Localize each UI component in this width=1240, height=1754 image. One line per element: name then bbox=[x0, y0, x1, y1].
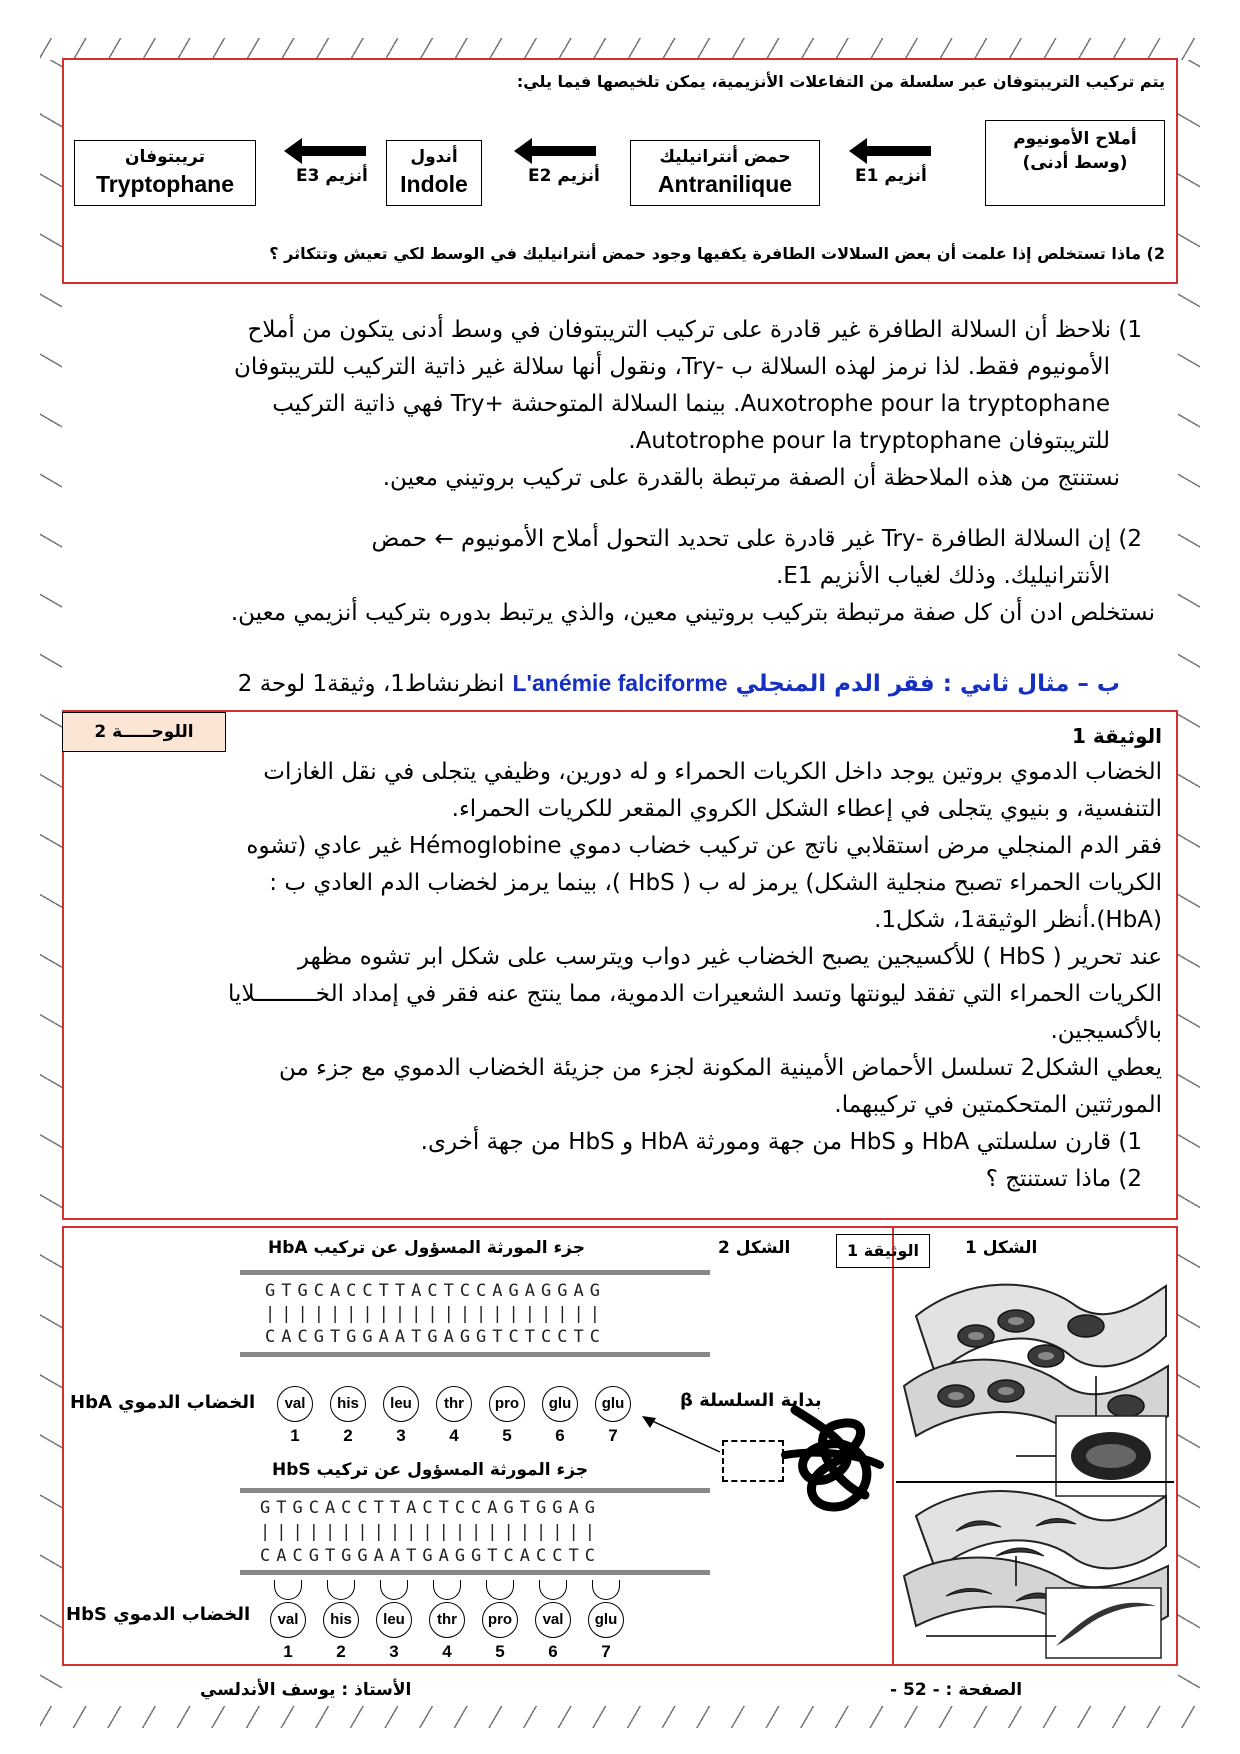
hbs-gene-title: جزء المورثة المسؤول عن تركيب HbS bbox=[272, 1460, 589, 1480]
hbs-protein-label: الخضاب الدموي HbS bbox=[66, 1604, 251, 1625]
amino-acid-position: 7 bbox=[601, 1642, 611, 1661]
hbs-gene-bar-top bbox=[240, 1488, 710, 1493]
amino-acid-position: 2 bbox=[336, 1642, 346, 1661]
flow-arrow-icon bbox=[530, 146, 596, 156]
amino-acid-position: 5 bbox=[495, 1642, 505, 1661]
pathway-question: 2) ماذا تستخلص إذا علمت أن بعض السلالات الطافرة يكفيها وجود حمض أنترانيليك في الوسط لكي تعيش وتتكاثر ؟ bbox=[269, 244, 1165, 263]
question-1: 1) قارن سلسلتي HbA و HbS من جهة ومورثة HbA و HbS من جهة أخرى. bbox=[420, 1129, 1142, 1155]
flow-antranilic-box bbox=[630, 140, 820, 206]
hbs-dna-bottom-strand: CACGTGGAATGAGGTCACCTC bbox=[260, 1546, 601, 1566]
panel-tag bbox=[62, 712, 226, 752]
enzyme-e2: أنزيم E2 bbox=[528, 166, 600, 186]
section-b-suffix: انظرنشاط1، وثيقة1 لوحة 2 bbox=[237, 671, 505, 697]
answer-2-line-2: الأنترانيليك. وذلك لغياب الأنزيم E1. bbox=[775, 563, 1110, 589]
amino-acid-3: leu bbox=[383, 1386, 419, 1422]
amino-acid-position: 4 bbox=[442, 1642, 452, 1661]
flow-arrow-icon bbox=[300, 146, 366, 156]
hbs-dna-top-strand: GTGCACCTTACTCCAGTGGAG bbox=[260, 1498, 601, 1518]
flow-indole-lat: Indole bbox=[400, 171, 468, 197]
hba-dna-bonds: ||||||||||||||||||||| bbox=[265, 1304, 606, 1324]
amino-acid-position: 5 bbox=[502, 1426, 512, 1445]
enzyme-e1: أنزيم E1 bbox=[855, 166, 927, 186]
amino-acid-position: 4 bbox=[449, 1426, 459, 1445]
hemoglobin-molecule-icon bbox=[775, 1395, 890, 1520]
page-border-bottom bbox=[40, 1706, 1200, 1728]
enzyme-e3: أنزيم E3 bbox=[296, 166, 368, 186]
flow-antranilic-lat: Antranilique bbox=[657, 171, 793, 197]
figure-1-label: الشكل 1 bbox=[965, 1238, 1038, 1258]
doc-line: عند تحرير ( HbS ) للأكسيجين يصبح الخضاب غير دواب ويترسب على شكل ابر تشوه مظهر bbox=[297, 944, 1162, 970]
amino-acid-position: 3 bbox=[389, 1642, 399, 1661]
flow-indole-ar: أندول bbox=[410, 147, 458, 167]
answer-1-line-2: الأمونيوم فقط. لذا نرمز لهذه السلالة ب -Try، ونقول أنها سلالة غير ذاتية التركيب للتريبتوفان bbox=[234, 354, 1110, 380]
flow-tryptophan-lat: Tryptophane bbox=[95, 171, 234, 197]
amino-acid-1: val bbox=[277, 1386, 313, 1422]
answer-2-line-1: 2) إن السلالة الطافرة -Try غير قادرة على تحديد التحول أملاح الأمونيوم ← حمض bbox=[371, 526, 1142, 552]
amino-acid-2: his bbox=[330, 1386, 366, 1422]
flow-ammonium-label: أملاح الأمونيوم bbox=[1013, 129, 1137, 149]
amino-acid-5: pro bbox=[482, 1602, 518, 1638]
amino-acid-3: leu bbox=[376, 1602, 412, 1638]
page-border-right bbox=[1178, 60, 1200, 1706]
flow-tryptophan-ar: تريبتوفان bbox=[125, 147, 205, 167]
flow-ammonium-box bbox=[985, 120, 1165, 206]
doc-line: الكريات الحمراء التي تفقد ليونتها وتسد الشعيرات الدموية، مما ينتج عنه فقر في إمداد الخـــــــــلايا bbox=[228, 981, 1162, 1007]
doc-line: التنفسية، و بنيوي يتجلى في إعطاء الشكل الكروي المقعر للكريات الحمراء. bbox=[451, 796, 1162, 822]
document-label-box bbox=[836, 1234, 930, 1268]
panel-tag-label: اللوحـــــة 2 bbox=[94, 722, 194, 742]
amino-acid-4: thr bbox=[436, 1386, 472, 1422]
amino-acid-position: 1 bbox=[290, 1426, 300, 1445]
section-b-latin: L'anémie falciforme bbox=[512, 670, 728, 696]
doc-line: يعطي الشكل2 تسلسل الأحماض الأمينية المكونة لجزء من جزيئة الخضاب الدموي مع جزء من bbox=[279, 1055, 1162, 1081]
amino-acid-2: his bbox=[323, 1602, 359, 1638]
doc-line: المورثتين المتحكمتين في تركيبهما. bbox=[834, 1092, 1162, 1118]
section-b-heading bbox=[238, 670, 1120, 697]
answer-2-line-3: نستخلص ادن أن كل صفة مرتبطة بتركيب بروتيني معين، والذي يرتبط بدوره بتركيب أنزيمي معين. bbox=[230, 600, 1155, 626]
amino-acid-position: 6 bbox=[548, 1642, 558, 1661]
doc-line: الكريات الحمراء تصبح منجلية الشكل) يرمز له ب ( HbS )، بينما يرمز لخضاب الدم العادي ب : bbox=[269, 870, 1162, 896]
document-1-heading: الوثيقة 1 bbox=[1072, 724, 1162, 748]
amino-acid-position: 6 bbox=[555, 1426, 565, 1445]
page-border-left bbox=[40, 60, 62, 1706]
amino-acid-position: 2 bbox=[343, 1426, 353, 1445]
beta-start-arrow-icon bbox=[640, 1410, 730, 1460]
footer-teacher: الأستاذ : يوسف الأندلسي bbox=[200, 1680, 412, 1700]
doc-line: الخضاب الدموي بروتين يوجد داخل الكريات الحمراء و له دورين، وظيفي يتجلى في نقل الغازات bbox=[263, 759, 1162, 785]
flow-ammonium-sub: (وسط أدنى) bbox=[1022, 153, 1128, 173]
hba-dna-top-strand: GTGCACCTTACTCCAGAGGAG bbox=[265, 1281, 606, 1301]
figure-2-label: الشكل 2 bbox=[718, 1238, 791, 1258]
hba-gene-bar-bottom bbox=[240, 1352, 710, 1357]
amino-acid-position: 3 bbox=[396, 1426, 406, 1445]
doc-line: (HbA).أنظر الوثيقة1، شكل1. bbox=[874, 907, 1162, 933]
hbs-dna-bonds: ||||||||||||||||||||| bbox=[260, 1522, 601, 1542]
amino-acid-1: val bbox=[270, 1602, 306, 1638]
answer-1-line-4: للتريبتوفان Autotrophe pour la tryptophane. bbox=[628, 428, 1110, 454]
flow-antranilic-ar: حمض أنترانيليك bbox=[659, 147, 791, 167]
hba-dna-bottom-strand: CACGTGGAATGAGGTCTCCTC bbox=[265, 1327, 606, 1347]
flow-indole-box bbox=[386, 140, 482, 206]
amino-acid-6: glu bbox=[542, 1386, 578, 1422]
amino-acid-position: 7 bbox=[608, 1426, 618, 1445]
doc-line: فقر الدم المنجلي مرض استقلابي ناتج عن تركيب خضاب دموي Hémoglobine غير عادي (تشوه bbox=[246, 833, 1162, 859]
document-label: الوثيقة 1 bbox=[847, 1241, 919, 1260]
pathway-intro: يتم تركيب التريبتوفان عبر سلسلة من التفاعلات الأنزيمية، يمكن تلخيصها فيما يلي: bbox=[516, 72, 1165, 91]
amino-acid-6: val bbox=[535, 1602, 571, 1638]
hba-protein-label: الخضاب الدموي HbA bbox=[70, 1392, 256, 1413]
question-2: 2) ماذا تستنتج ؟ bbox=[985, 1166, 1142, 1192]
red-blood-cells-illustration bbox=[896, 1266, 1174, 1662]
answer-1-line-5: نستنتج من هذه الملاحظة أن الصفة مرتبطة بالقدرة على تركيب بروتيني معين. bbox=[382, 465, 1120, 491]
page-border-top bbox=[40, 38, 1200, 60]
hba-gene-bar-top bbox=[240, 1270, 710, 1275]
hba-gene-title: جزء المورثة المسؤول عن تركيب HbA bbox=[268, 1238, 585, 1258]
doc-line: بالأكسيجين. bbox=[1050, 1018, 1162, 1044]
figure-divider bbox=[892, 1228, 894, 1664]
hbs-gene-bar-bottom bbox=[240, 1570, 710, 1575]
beta-chain-start-label: بداية السلسلة β bbox=[680, 1390, 822, 1411]
flow-tryptophan-box bbox=[74, 140, 256, 206]
footer-page-number: الصفحة : - 52 - bbox=[890, 1680, 1023, 1700]
amino-acid-5: pro bbox=[489, 1386, 525, 1422]
amino-acid-7: glu bbox=[588, 1602, 624, 1638]
answer-1-line-3: Auxotrophe pour la tryptophane. بينما السلالة المتوحشة +Try فهي ذاتية التركيب bbox=[272, 391, 1110, 417]
section-b-prefix: ب – مثال ثاني : فقر الدم المنجلي bbox=[735, 671, 1120, 697]
flow-arrow-icon bbox=[865, 146, 931, 156]
amino-acid-4: thr bbox=[429, 1602, 465, 1638]
amino-acid-7: glu bbox=[595, 1386, 631, 1422]
answer-1-line-1: 1) نلاحظ أن السلالة الطافرة غير قادرة على تركيب التريبتوفان في وسط أدنى يتكون من أملاح bbox=[247, 317, 1142, 343]
amino-acid-position: 1 bbox=[283, 1642, 293, 1661]
